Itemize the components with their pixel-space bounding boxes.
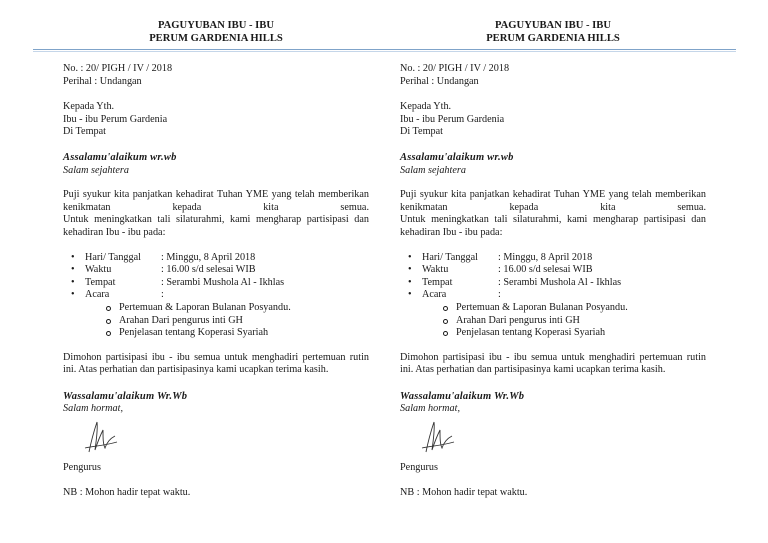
- closing-paragraph: Dimohon partisipasi ibu - ibu semua untuk menghadiri pertemuan rutin ini. Atas perhatian dan partisipasinya kami ucapkan terima kasih.: [400, 351, 706, 376]
- paragraph-text: Puji syukur kita panjatkan kehadirat Tuhan YME yang telah memberikan kenikmatan kepada kita semua.: [400, 189, 706, 213]
- recipient-block: [63, 101, 369, 139]
- letter-number: No. : 20/ PIGH / IV / 2018: [63, 63, 173, 74]
- detail-item: [422, 252, 706, 265]
- detail-item: [422, 289, 706, 302]
- detail-label: Tempat: [422, 276, 453, 288]
- detail-label: Acara: [85, 289, 110, 301]
- recipient-line: Kepada Yth.: [400, 101, 452, 113]
- recipient-line: Ibu - ibu Perum Gardenia: [400, 113, 505, 125]
- paragraph-text: Puji syukur kita panjatkan kehadirat Tuhan YME yang telah memberikan kenikmatan kepada kita semua.: [63, 189, 369, 213]
- letterhead: [400, 19, 706, 45]
- agenda-item: Penjelasan tentang Koperasi Syariah: [119, 327, 369, 340]
- closing-greeting: Wassalamu'alaikum Wr.Wb: [400, 390, 525, 402]
- agenda-item: Pertemuan & Laporan Bulanan Posyandu.: [456, 302, 706, 315]
- agenda-item: Arahan Dari pengurus inti GH: [119, 315, 369, 328]
- recipient-line: Di Tempat: [400, 126, 443, 138]
- recipient-line: Kepada Yth.: [63, 101, 115, 113]
- signature: [63, 418, 369, 456]
- agenda-list: [63, 302, 369, 340]
- detail-item: [85, 252, 369, 265]
- header-divider: [400, 49, 706, 51]
- paragraph-text: Untuk meningkatkan tali silaturahmi, kami mengharap partisipasi dan kehadiran Ibu - ibu pada:: [63, 214, 369, 238]
- recipient-block: [400, 101, 706, 139]
- detail-item: [422, 264, 706, 277]
- org-name: PAGUYUBAN IBU - IBU: [157, 20, 275, 31]
- signature: [400, 418, 706, 456]
- paragraph-text: Untuk meningkatkan tali silaturahmi, kami mengharap partisipasi dan kehadiran Ibu - ibu pada:: [400, 214, 706, 238]
- org-location: PERUM GARDENIA HILLS: [149, 33, 283, 44]
- opening-paragraph: [63, 189, 369, 239]
- detail-item: [85, 264, 369, 277]
- signer-title: Pengurus: [400, 462, 438, 474]
- letter-subject: Perihal : Undangan: [63, 75, 142, 87]
- detail-value: :: [498, 289, 501, 301]
- footnote: NB : Mohon hadir tepat waktu.: [63, 486, 191, 498]
- detail-label: Acara: [422, 289, 447, 301]
- invitation-letter-left: [63, 0, 369, 499]
- salutation: Salam sejahtera: [400, 164, 466, 176]
- event-details: [63, 252, 369, 302]
- signer-title: Pengurus: [63, 462, 101, 474]
- event-details: [400, 252, 706, 302]
- letterhead: [63, 19, 369, 45]
- agenda-item: Arahan Dari pengurus inti GH: [456, 315, 706, 328]
- detail-value: : 16.00 s/d selesai WIB: [498, 264, 593, 276]
- opening-paragraph: [400, 189, 706, 239]
- detail-value: : Serambi Mushola Al - Ikhlas: [161, 276, 285, 288]
- closing-salutation: Salam hormat,: [63, 403, 123, 415]
- opening-greeting: Assalamu'alaikum wr.wb: [400, 151, 514, 163]
- closing-paragraph: Dimohon partisipasi ibu - ibu semua untuk menghadiri pertemuan rutin ini. Atas perhatian dan partisipasinya kami ucapkan terima kasih.: [63, 351, 369, 376]
- agenda-item: Penjelasan tentang Koperasi Syariah: [456, 327, 706, 340]
- closing-salutation: Salam hormat,: [400, 403, 460, 415]
- letter-number: No. : 20/ PIGH / IV / 2018: [400, 63, 510, 74]
- detail-label: Hari/ Tanggal: [422, 251, 478, 263]
- detail-value: : Minggu, 8 April 2018: [161, 251, 256, 263]
- opening-greeting: Assalamu'alaikum wr.wb: [63, 151, 177, 163]
- recipient-line: Ibu - ibu Perum Gardenia: [63, 113, 168, 125]
- agenda-item: Pertemuan & Laporan Bulanan Posyandu.: [119, 302, 369, 315]
- header-divider: [63, 49, 369, 51]
- footnote: NB : Mohon hadir tepat waktu.: [400, 486, 528, 498]
- detail-item: [85, 277, 369, 290]
- org-location: PERUM GARDENIA HILLS: [486, 33, 620, 44]
- org-name: PAGUYUBAN IBU - IBU: [494, 20, 612, 31]
- detail-label: Waktu: [85, 264, 112, 276]
- detail-value: :: [161, 289, 164, 301]
- detail-item: [85, 289, 369, 302]
- detail-item: [422, 277, 706, 290]
- detail-label: Tempat: [85, 276, 116, 288]
- salutation: Salam sejahtera: [63, 164, 129, 176]
- recipient-line: Di Tempat: [63, 126, 106, 138]
- detail-value: : 16.00 s/d selesai WIB: [161, 264, 256, 276]
- letter-subject: Perihal : Undangan: [400, 75, 479, 87]
- detail-value: : Serambi Mushola Al - Ikhlas: [498, 276, 622, 288]
- detail-label: Hari/ Tanggal: [85, 251, 141, 263]
- detail-value: : Minggu, 8 April 2018: [498, 251, 593, 263]
- agenda-list: [400, 302, 706, 340]
- detail-label: Waktu: [422, 264, 449, 276]
- closing-greeting: Wassalamu'alaikum Wr.Wb: [63, 390, 188, 402]
- invitation-letter-right: [400, 0, 706, 499]
